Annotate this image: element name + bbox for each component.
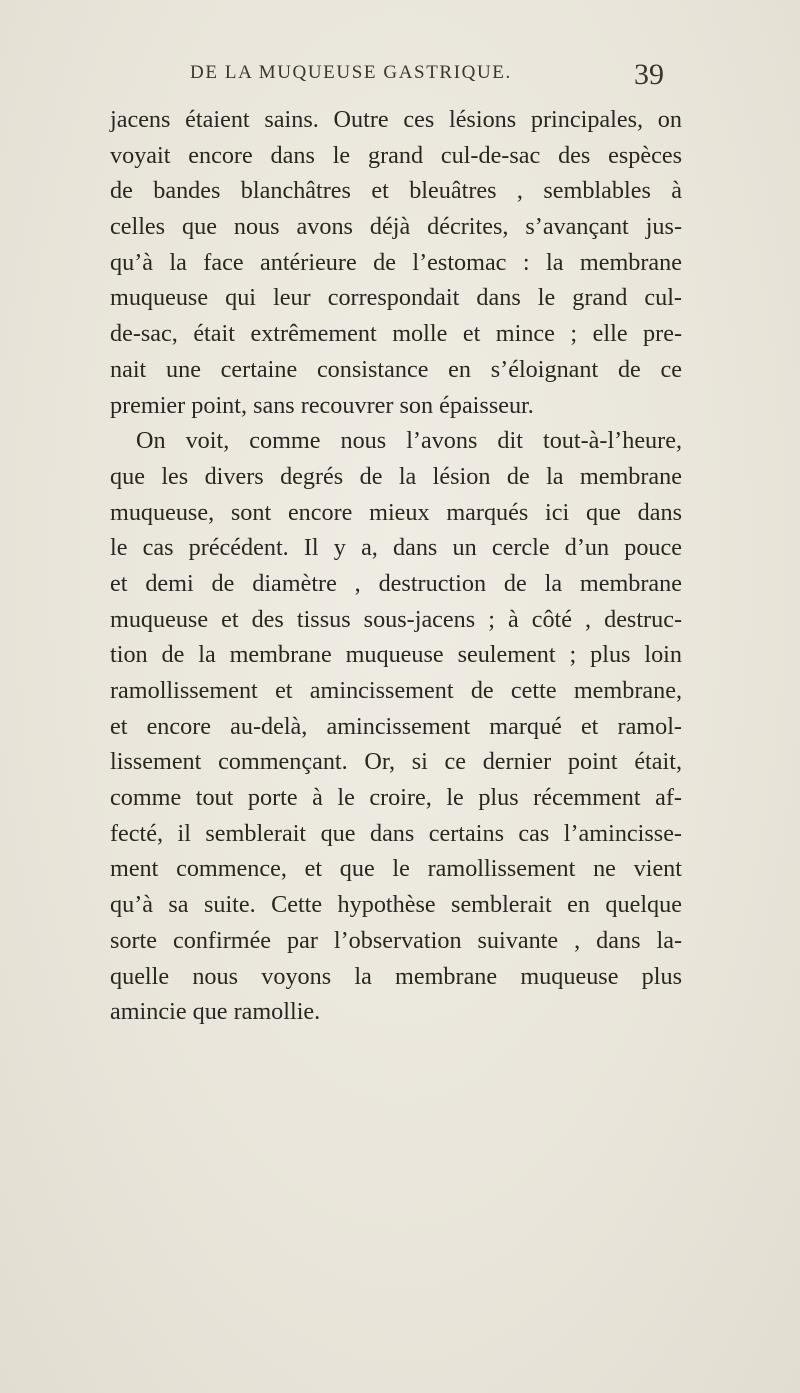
text-line: comme tout porte à le croire, le plus récemment af-: [110, 784, 682, 812]
body-text: [110, 102, 682, 1030]
text-line: de-sac, était extrêmement molle et mince ; elle pre-: [110, 320, 682, 348]
page-number: 39: [634, 58, 664, 91]
text-line: voyait encore dans le grand cul-de-sac des espèces: [110, 141, 682, 169]
text-line: fecté, il semblerait que dans certains cas l’amincisse-: [110, 819, 682, 847]
text-line: que les divers degrés de la lésion de la membrane: [110, 462, 682, 490]
text-line: lissement commençant. Or, si ce dernier point était,: [110, 748, 682, 776]
text-line: le cas précédent. Il y a, dans un cercle d’un pouce: [110, 534, 682, 562]
text-line: et encore au-delà, amincissement marqué et ramol-: [110, 712, 682, 740]
text-line: nait une certaine consistance en s’éloignant de ce: [110, 355, 682, 383]
running-title: DE LA MUQUEUSE GASTRIQUE.: [190, 62, 512, 83]
text-line: ramollissement et amincissement de cette membrane,: [110, 677, 682, 704]
text-line: et demi de diamètre , destruction de la membrane: [110, 569, 682, 597]
text-line: amincie que ramollie.: [110, 998, 321, 1026]
text-line: On voit, comme nous l’avons dit tout-à-l’heure,: [136, 427, 682, 455]
paragraph-2: [110, 423, 682, 1030]
text-line: de bandes blanchâtres et bleuâtres , semblables à: [110, 177, 682, 205]
text-line: celles que nous avons déjà décrites, s’avançant jus-: [110, 213, 682, 241]
text-line: jacens étaient sains. Outre ces lésions principales, on: [110, 106, 682, 133]
text-line: muqueuse et des tissus sous-jacens ; à côté , destruc-: [110, 605, 682, 633]
text-line: quelle nous voyons la membrane muqueuse plus: [110, 962, 682, 990]
text-line: sorte confirmée par l’observation suivante , dans la-: [110, 926, 682, 954]
text-line: ment commence, et que le ramollissement ne vient: [110, 855, 682, 883]
running-head: [0, 58, 800, 98]
text-line: muqueuse, sont encore mieux marqués ici que dans: [110, 498, 682, 526]
paragraph-1: [110, 102, 682, 423]
text-line: tion de la membrane muqueuse seulement ; plus loin: [110, 641, 682, 669]
text-line: qu’à sa suite. Cette hypothèse semblerait en quelque: [110, 891, 682, 919]
text-line: premier point, sans recouvrer son épaisseur.: [110, 391, 534, 419]
text-line: qu’à la face antérieure de l’estomac : la membrane: [110, 248, 682, 276]
text-line: muqueuse qui leur correspondait dans le grand cul-: [110, 284, 682, 312]
